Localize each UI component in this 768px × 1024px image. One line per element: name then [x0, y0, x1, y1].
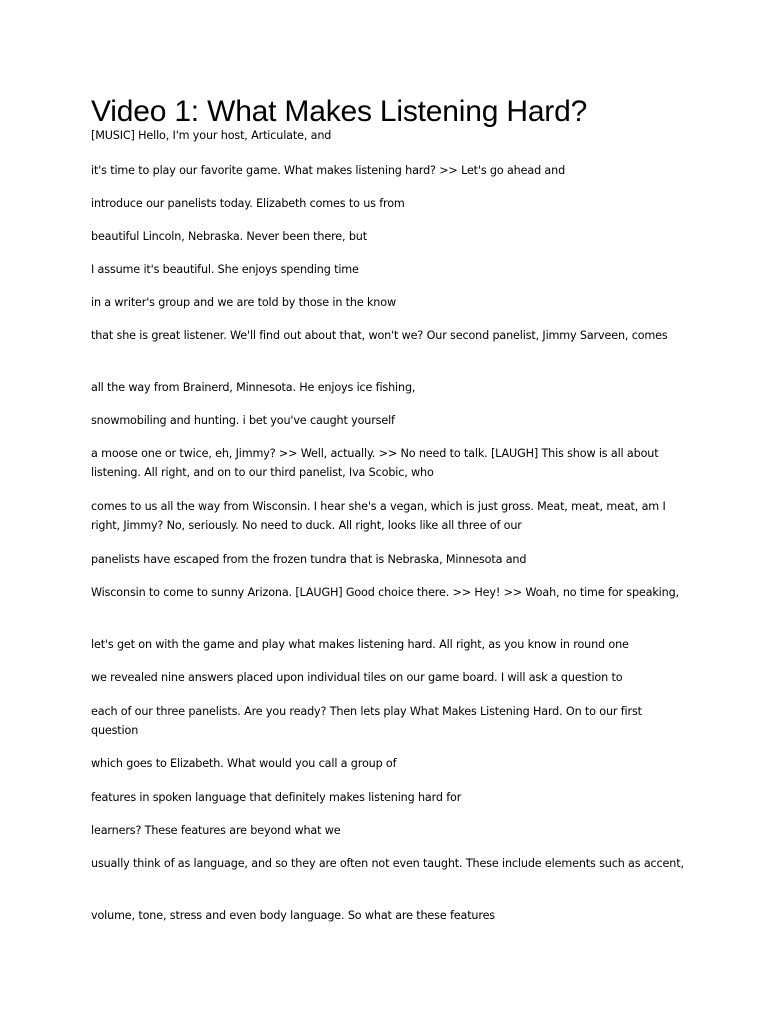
- transcript-paragraph: all the way from Brainerd, Minnesota. He enjoys ice fishing,: [91, 381, 416, 394]
- transcript-paragraph: snowmobiling and hunting. i bet you've caught yourself: [91, 414, 395, 427]
- transcript-paragraph: comes to us all the way from Wisconsin. I hear she's a vegan, which is just gross. Meat, meat, meat, am I right, Jimmy? No, seriously. No need to duck. All right, looks like all three of our: [91, 500, 666, 532]
- transcript-paragraph: in a writer's group and we are told by those in the know: [91, 296, 396, 309]
- transcript-paragraph: panelists have escaped from the frozen tundra that is Nebraska, Minnesota and: [91, 553, 527, 566]
- transcript-paragraph: learners? These features are beyond what we: [91, 824, 341, 837]
- document-title: Video 1: What Makes Listening Hard?: [91, 95, 588, 128]
- transcript-paragraph: a moose one or twice, eh, Jimmy? >> Well, actually. >> No need to talk. [LAUGH] This show is all about listening. All right, and on to our third panelist, Iva Scobic, who: [91, 447, 659, 479]
- transcript-paragraph: usually think of as language, and so they are often not even taught. These include elements such as accent,: [91, 857, 684, 870]
- transcript-paragraph: which goes to Elizabeth. What would you call a group of: [91, 757, 397, 770]
- transcript-paragraph: beautiful Lincoln, Nebraska. Never been there, but: [91, 230, 367, 243]
- transcript-paragraph: [MUSIC] Hello, I'm your host, Articulate, and: [91, 129, 332, 142]
- transcript-paragraph: it's time to play our favorite game. What makes listening hard? >> Let's go ahead and: [91, 164, 566, 177]
- transcript-paragraph: Wisconsin to come to sunny Arizona. [LAUGH] Good choice there. >> Hey! >> Woah, no time for speaking,: [91, 586, 679, 599]
- transcript-paragraph: volume, tone, stress and even body language. So what are these features: [91, 909, 495, 922]
- transcript-paragraph: introduce our panelists today. Elizabeth comes to us from: [91, 197, 405, 210]
- transcript-paragraph: let's get on with the game and play what makes listening hard. All right, as you know in round one: [91, 638, 629, 651]
- transcript-paragraph: we revealed nine answers placed upon individual tiles on our game board. I will ask a question to: [91, 671, 623, 684]
- transcript-paragraph: features in spoken language that definitely makes listening hard for: [91, 791, 462, 804]
- transcript-paragraph: each of our three panelists. Are you ready? Then lets play What Makes Listening Hard. On to our first question: [91, 705, 642, 737]
- transcript-paragraph: that she is great listener. We'll find out about that, won't we? Our second panelist, Jimmy Sarveen, comes: [91, 329, 668, 342]
- transcript-paragraph: I assume it's beautiful. She enjoys spending time: [91, 263, 359, 276]
